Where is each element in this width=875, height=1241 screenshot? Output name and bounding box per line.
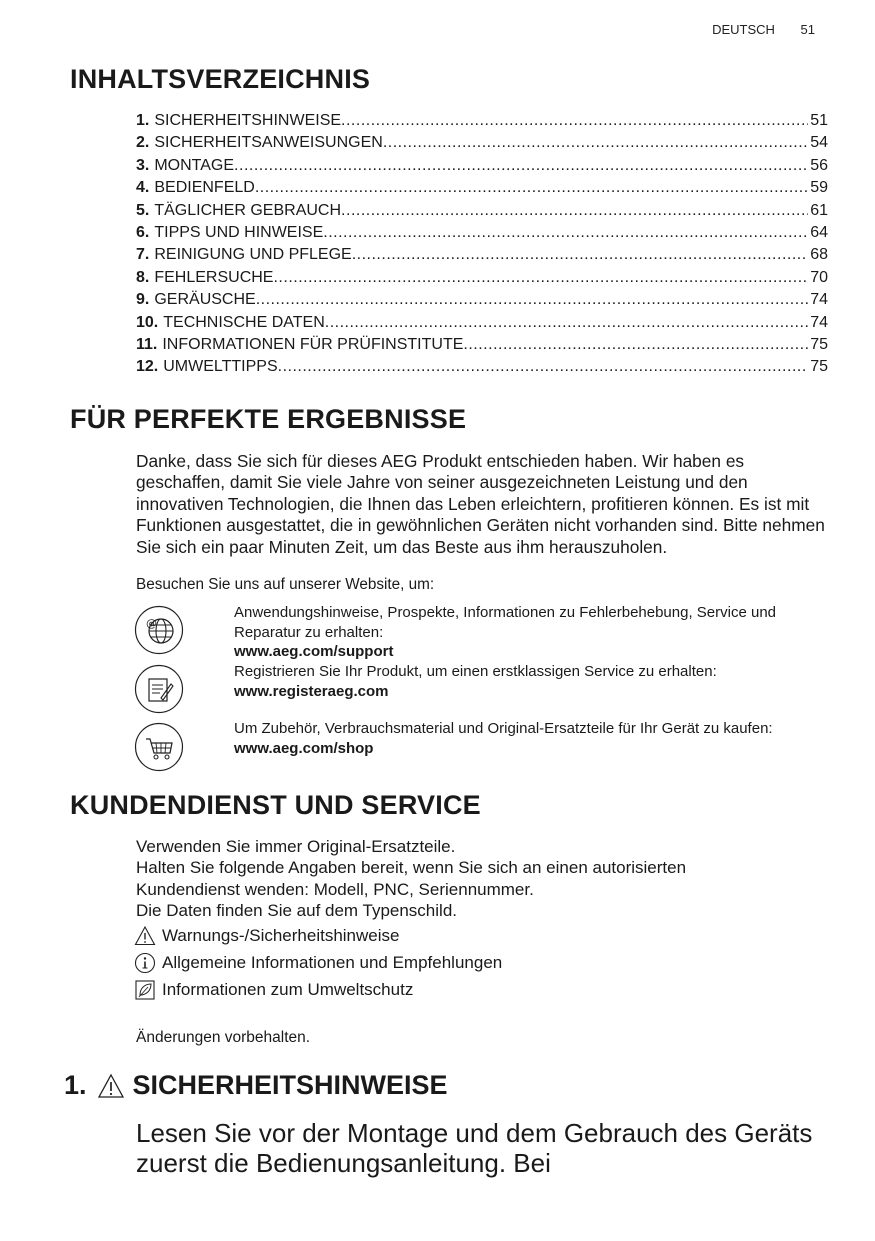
toc-entry[interactable] (136, 312, 828, 334)
service-line: Kundendienst wenden: Modell, PNC, Seriennummer. (136, 879, 534, 899)
page-header (712, 22, 815, 37)
perfect-results-heading: FÜR PERFEKTE ERGEBNISSE (70, 404, 467, 434)
support-link-block (234, 603, 824, 662)
visit-website-label: Besuchen Sie uns auf unserer Website, um: (136, 576, 435, 593)
toc-entry-page: 75 (810, 335, 828, 353)
toc-entry[interactable] (136, 132, 828, 154)
toc-leader-dots (383, 132, 808, 154)
toc-entry-page: 64 (810, 223, 828, 241)
toc-entry-title: TECHNISCHE DATEN (163, 313, 325, 331)
toc-leader-dots (352, 244, 809, 266)
warning-triangle-icon (134, 925, 156, 947)
toc-entry-number: 2. (136, 134, 150, 152)
toc-leader-dots (273, 267, 808, 289)
register-url-link[interactable]: www.registeraeg.com (234, 682, 389, 700)
toc-entry[interactable] (136, 267, 828, 289)
toc-entry[interactable] (136, 110, 828, 132)
toc-entry-title: SICHERHEITSHINWEISE (154, 112, 342, 129)
toc-entry-title: MONTAGE (154, 156, 235, 174)
changes-reserved-note: Änderungen vorbehalten. (136, 1029, 311, 1046)
shop-url-link[interactable]: www.aeg.com/shop (234, 739, 374, 757)
toc-entry-number: 1. (136, 112, 150, 129)
register-link-block (234, 662, 824, 701)
toc-entry[interactable] (136, 177, 828, 199)
warning-triangle-icon (97, 1073, 125, 1099)
service-line: Halten Sie folgende Angaben bereit, wenn Sie sich an einen autorisierten (136, 858, 687, 878)
toc-entry-number: 12. (136, 358, 159, 376)
toc-entry-page: 68 (810, 246, 828, 264)
toc-entry[interactable] (136, 222, 828, 244)
toc-entry[interactable] (136, 200, 828, 222)
toc-heading: INHALTSVERZEICHNIS (70, 64, 371, 94)
toc-entry-number: 3. (136, 156, 150, 174)
toc-entry-number: 7. (136, 246, 150, 264)
register-description: Registrieren Sie Ihr Produkt, um einen erstklassigen Service zu erhalten: (234, 663, 717, 680)
section-title: SICHERHEITSHINWEISE (132, 1070, 448, 1100)
section-1-paragraph: Lesen Sie vor der Montage und dem Gebrauch des Geräts zuerst die Bedienungsanleitung. Bei (136, 1118, 813, 1178)
toc-entry[interactable] (136, 155, 828, 177)
toc-entry-number: 6. (136, 223, 150, 241)
environment-leaf-icon (134, 979, 156, 1001)
info-circle-icon (134, 952, 156, 974)
support-description: Anwendungshinweise, Prospekte, Informationen zu Fehlerbehebung, Service und Reparatur zu erhalten: (234, 604, 777, 641)
toc-entry-title: TIPPS UND HINWEISE (154, 223, 324, 241)
toc-entry-page: 59 (810, 179, 828, 197)
service-paragraph (136, 836, 826, 921)
toc-leader-dots (255, 177, 808, 199)
toc-entry-title: REINIGUNG UND PFLEGE (154, 246, 352, 264)
toc-entry-number: 4. (136, 179, 150, 197)
toc-entry-number: 10. (136, 313, 159, 331)
toc-entry-number: 5. (136, 201, 150, 219)
page-number: 51 (800, 22, 815, 37)
web-globe-icon (134, 605, 184, 655)
toc-leader-dots (325, 312, 808, 334)
toc-leader-dots (256, 289, 809, 311)
language-label: DEUTSCH (712, 22, 775, 37)
toc-entry-title: GERÄUSCHE (154, 291, 256, 309)
toc-entry-title: INFORMATIONEN FÜR PRÜFINSTITUTE (162, 335, 464, 353)
intro-paragraph: Danke, dass Sie sich für dieses AEG Produkt entschieden haben. Wir haben es geschaffen, damit Sie viele Jahre von seiner ausgezeichneten Leistung und den innovativen Technologien, die Ihnen das Leben erleichtern, profitieren können. Es ist mit Funktionen ausgestattet, die in gewöhnlichen Geräten nicht vorhanden sind. Bitte nehmen Sie sich ein paar Minuten Zeit, um das Beste aus ihm herauszuholen. (136, 451, 825, 557)
service-line: Verwenden Sie immer Original-Ersatzteile. (136, 837, 456, 856)
shopping-cart-icon (134, 722, 184, 772)
toc-leader-dots (341, 200, 808, 222)
toc-entry[interactable] (136, 356, 828, 378)
shop-link-block (234, 719, 824, 758)
legend-label: Allgemeine Informationen und Empfehlungen (162, 953, 503, 972)
toc-entry-page: 56 (810, 156, 828, 174)
toc-entry[interactable] (136, 244, 828, 266)
toc-entry-page: 54 (810, 134, 828, 152)
toc-entry[interactable] (136, 289, 828, 311)
support-url-link[interactable]: www.aeg.com/support (234, 643, 394, 660)
legend-info (134, 952, 502, 974)
service-line: Die Daten finden Sie auf dem Typenschild. (136, 900, 457, 920)
table-of-contents (136, 110, 828, 379)
toc-entry-page: 75 (810, 358, 828, 376)
register-product-icon (134, 664, 184, 714)
toc-entry-page: 74 (810, 291, 828, 309)
toc-leader-dots (341, 110, 808, 132)
toc-entry-title: FEHLERSUCHE (154, 268, 274, 286)
toc-entry-number: 8. (136, 268, 150, 286)
toc-entry-page: 61 (810, 201, 828, 219)
legend-warning (134, 925, 399, 947)
shop-description: Um Zubehör, Verbrauchsmaterial und Original-Ersatzteile für Ihr Gerät zu kaufen: (234, 720, 773, 737)
toc-entry[interactable] (136, 334, 828, 356)
toc-entry-page: 51 (810, 112, 828, 129)
toc-entry-page: 70 (810, 268, 828, 286)
svg-text:@: @ (146, 617, 157, 630)
legend-label: Informationen zum Umweltschutz (162, 980, 414, 999)
toc-leader-dots (278, 356, 809, 378)
toc-entry-title: BEDIENFELD (154, 179, 255, 197)
customer-service-heading: KUNDENDIENST UND SERVICE (70, 790, 481, 820)
legend-environment (134, 979, 413, 1001)
toc-leader-dots (463, 334, 808, 356)
toc-entry-title: UMWELTTIPPS (163, 358, 278, 376)
toc-entry-number: 9. (136, 291, 150, 309)
toc-leader-dots (234, 155, 808, 177)
toc-leader-dots (323, 222, 808, 244)
section-1-heading (64, 1070, 448, 1101)
section-number: 1. (64, 1070, 87, 1100)
toc-entry-number: 11. (136, 335, 158, 353)
toc-entry-title: TÄGLICHER GEBRAUCH (154, 201, 342, 219)
legend-label: Warnungs-/Sicherheitshinweise (162, 926, 400, 945)
toc-entry-page: 74 (810, 313, 828, 331)
toc-entry-title: SICHERHEITSANWEISUNGEN (154, 134, 383, 152)
